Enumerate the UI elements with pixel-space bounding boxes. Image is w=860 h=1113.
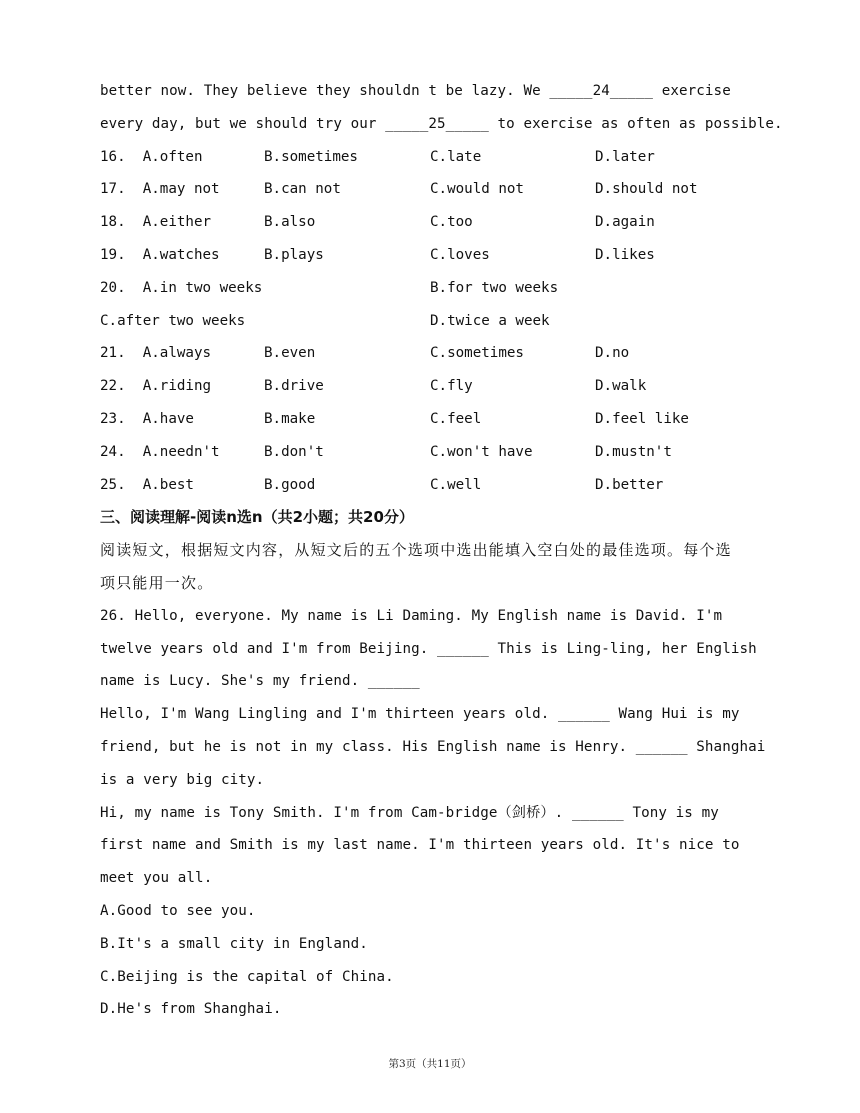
question-23 (100, 403, 780, 436)
option-b: B.good (264, 476, 316, 493)
page-footer: 第3页（共11页） (388, 1058, 472, 1070)
option-b: B.don't (264, 443, 324, 460)
option-c: C.well (430, 476, 482, 493)
answer-option: D.He's from Shanghai. (100, 1001, 282, 1018)
option-c: C.loves (430, 246, 490, 263)
question-number-and-option-a: 22. A.riding (100, 378, 212, 395)
reading-passage-line: friend, but he is not in my class. His English name is Henry. ______ Shanghai (100, 738, 766, 755)
option-c: C.fly (430, 378, 473, 395)
question-number-and-option-a: 24. A.needn't (100, 443, 220, 460)
answer-option: C.Beijing is the capital of China. (100, 968, 394, 985)
question-21 (100, 337, 780, 370)
option-d: D.walk (595, 378, 647, 395)
question-number-and-option-a: 19. A.watches (100, 246, 220, 263)
reading-passage-line: Hello, I'm Wang Lingling and I'm thirteen years old. ______ Wang Hui is my (100, 706, 740, 723)
question-20-row-1 (100, 272, 780, 305)
question-22 (100, 370, 780, 403)
option-d: D.should not (595, 181, 698, 198)
option-c: C.feel (430, 410, 482, 427)
option-c: C.would not (430, 181, 524, 198)
section-heading: 三、阅读理解-阅读n选n（共2小题；共20分） (100, 508, 414, 527)
option-b: B.drive (264, 378, 324, 395)
question-17 (100, 173, 780, 206)
option-c: C.late (430, 148, 482, 165)
option-d: D.twice a week (430, 312, 550, 329)
answer-option: B.It's a small city in England. (100, 935, 368, 952)
option-b: B.also (264, 214, 316, 231)
passage-line: every day, but we should try our _____25_____ to exercise as often as possible. (100, 115, 783, 132)
instructions-line: 项只能用一次。 (100, 573, 214, 592)
reading-passage-line: name is Lucy. She's my friend. ______ (100, 673, 420, 690)
reading-passage-line: Hi, my name is Tony Smith. I'm from Cam-bridge（剑桥）. ______ Tony is my (100, 804, 719, 821)
reading-passage-line: 26. Hello, everyone. My name is Li Daming. My English name is David. I'm (100, 607, 723, 624)
option-b: B.for two weeks (430, 279, 559, 296)
question-20-row-2 (100, 305, 780, 338)
answer-option: A.Good to see you. (100, 902, 256, 919)
option-b: B.make (264, 410, 316, 427)
reading-passage-line: twelve years old and I'm from Beijing. ______ This is Ling-ling, her English (100, 640, 757, 657)
option-d: D.feel like (595, 410, 689, 427)
option-b: B.even (264, 345, 316, 362)
question-16 (100, 141, 780, 174)
option-d: D.later (595, 148, 655, 165)
reading-passage-line: first name and Smith is my last name. I'm thirteen years old. It's nice to (100, 837, 740, 854)
question-number-and-option-a: 23. A.have (100, 410, 194, 427)
option-c: C.won't have (430, 443, 533, 460)
question-number-and-option-a: 17. A.may not (100, 181, 220, 198)
option-d: D.no (595, 345, 630, 362)
instructions-line: 阅读短文，根据短文内容，从短文后的五个选项中选出能填入空白处的最佳选项。每个选 (100, 541, 732, 560)
question-number-and-option-a: 18. A.either (100, 214, 212, 231)
option-d: D.again (595, 214, 655, 231)
option-b: B.plays (264, 246, 324, 263)
question-number-and-option-a: 25. A.best (100, 476, 194, 493)
question-25 (100, 469, 780, 502)
reading-passage-line: meet you all. (100, 870, 213, 887)
question-24 (100, 436, 780, 469)
question-number-and-option-a: 20. A.in two weeks (100, 279, 263, 296)
option-c: C.sometimes (430, 345, 524, 362)
question-18 (100, 206, 780, 239)
option-d: D.mustn't (595, 443, 672, 460)
option-d: D.likes (595, 246, 655, 263)
passage-line: better now. They believe they shouldn t be lazy. We _____24_____ exercise (100, 83, 731, 99)
document-body (100, 75, 783, 1026)
question-number-and-option-a: 21. A.always (100, 345, 212, 362)
option-c: C.after two weeks (100, 312, 246, 329)
option-d: D.better (595, 476, 664, 493)
option-c: C.too (430, 214, 473, 231)
question-number-and-option-a: 16. A.often (100, 148, 203, 165)
option-b: B.can not (264, 181, 341, 198)
question-19 (100, 239, 780, 272)
option-b: B.sometimes (264, 148, 358, 165)
reading-passage-line: is a very big city. (100, 771, 265, 788)
